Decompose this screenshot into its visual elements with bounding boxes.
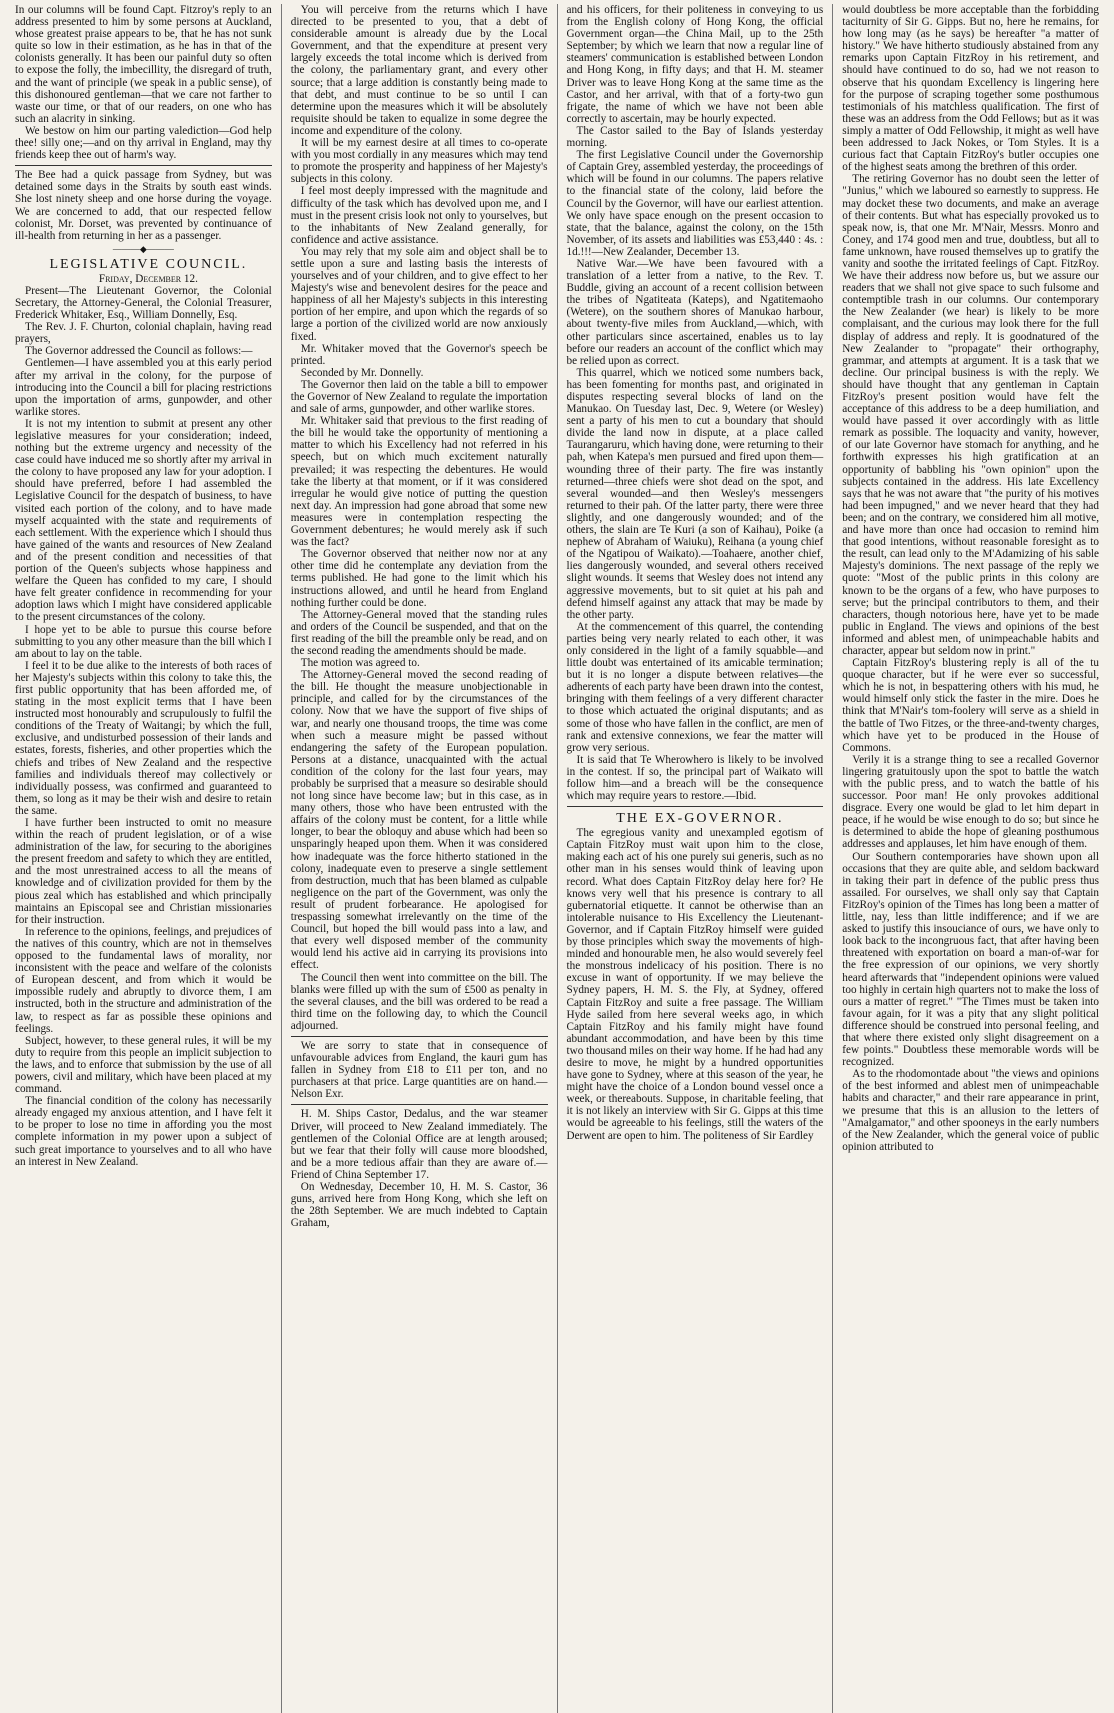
paragraph: Present—The Lieutenant Governor, the Colonial Secretary, the Attorney-General, the Colonial Treasurer, Frederick Whitaker, Esq., William Donnelly, Esq.	[15, 284, 272, 322]
article-ships-castor: H. M. Ships Castor, Dedalus, and the war steamer Driver, will proceed to New Zealand immediately. The gentlemen of the Colonial Office are at length aroused; but we fear that their folly will cause more bloodshed, and be a more tedious affair than they are aware of.—Friend of China September 17.	[290, 1108, 548, 1181]
paragraph: The Governor addressed the Council as follows:—	[25, 345, 253, 358]
paragraph: Subject, however, to these general rules, it will be my duty to require from this people an implicit subjection to the laws, and to enforce that submission by the use of all powers, civil and military, which have been placed at my command.	[15, 1034, 272, 1096]
paragraph: It will be my earnest desire at all times to co-operate with you most cordially in any measures which may tend to promote the prosperity and happiness of her Majesty's subjects in this colony.	[290, 137, 548, 186]
column-2	[282, 4, 558, 1713]
paragraph: Mr. Whitaker moved that the Governor's speech be printed.	[290, 342, 548, 367]
divider	[15, 165, 272, 166]
dateline: Friday, December 12.	[98, 272, 198, 285]
paragraph: Mr. Whitaker said that previous to the first reading of the bill he would take the opportunity of mentioning a matter to which his Excellency had not referred in his speech, but on which much excitement naturally prevailed; it was respecting the debentures. He would take the liberty at that moment, or if it was considered irregular he would give notice of putting the question next day. An impression had gone abroad that some new measures were in contemplation respecting the Government debentures; he would merely ask if such was the fact?	[290, 415, 548, 549]
paragraph: You may rely that my sole aim and object shall be to settle upon a sure and lasting basis the interests of yourselves and of your children, and to give effect to her Majesty's wise and benevolent desires for the peace and happiness of all her Majesty's subjects in this interesting portion of her empire, and upon which the regards of so large a portion of the civilized world are now anxiously fixed.	[290, 245, 548, 343]
paragraph: The Castor sailed to the Bay of Islands yesterday morning.	[566, 124, 824, 150]
paragraph: The Governor observed that neither now nor at any other time did he contemplate any deviation from the terms published. He had gone to the limit which his instructions allowed, and until he heard from England nothing further could be done.	[290, 548, 548, 609]
ornament-divider: ———◆———	[112, 243, 174, 254]
paragraph: The retiring Governor has no doubt seen the letter of "Junius," which we laboured so earnestly to suppress. He may docket these two documents, and make an average of their contents. But what has especially provoked us to speak now, is, that one Mr. M'Nair, Messrs. Monro and Coney, and 174 good men and true, doubtless, but all to fame unknown, have roused themselves up to gratify the vanity and soothe the irritated feelings of Capt. FitzRoy. We have their address now before us, but we assure our readers that we shall not give space to such fulsome and contemptible trash in our columns. Our contemporary the New Zealander (we hear) is likely to be more complaisant, and the curious may look there for the full display of address and reply. It is goodnatured of the New Zealander to "propagate" their orthography, grammar, and attempts at argument. It is a task that we decline. Our principal business is with the reply. We should have thought that any gentleman in Captain FitzRoy's present position would have felt the acceptance of this address to be a deep humiliation, and would have passed it over accordingly with as little remark as possible. The loquacity and vanity, however, of our late Governor have stomach for anything, and he forthwith expresses his high gratification at an opportunity of babbling his "own opinion" upon the subjects contained in the address. His late Excellency says that he was not aware that "the purity of his motives had been impugned," and we never heard that they had been; and on the contrary, we considered him all motive, and have more than once had occasion to remind him that good intentions, without reasonable foresight as to the result, can lead only to the M'Adamizing of his sable Majesty's dominions. The next passage of the reply we quote: "Most of the public prints in this colony are known to be the organs of a few, who have purposes to serve; but the principal contributors to them, and their characters, though notorious here, have yet to be made public in England. The views and opinions of the best informed and ablest men, of unimpeachable habits and character, appear but seldom now in print."	[842, 173, 1099, 657]
paragraph: I feel it to be due alike to the interests of both races of her Majesty's subjects within this colony to take this, the first public opportunity that has been afforded me, of stating in the most explicit terms that I have been instructed most honourably and scrupulously to fulfil the conditions of the Treaty of Waitangi; by which the full, exclusive, and undisturbed possession of their lands and estates, forests, fisheries, and other properties which the chiefs and tribes of New Zealand and the respective families and individuals thereof may collectively or individually possess, was confirmed and guaranteed to them, so long as it may be their wish and desire to retain the same.	[15, 659, 272, 817]
paragraph: I feel most deeply impressed with the magnitude and difficulty of the task which has devolved upon me, and I must in the present crisis look not only to yourselves, but to the inhabitants of New Zealand generally, for confidence and active assistance.	[290, 185, 548, 246]
heading-ex-governor: THE EX-GOVERNOR.	[616, 811, 784, 827]
divider	[291, 1104, 548, 1105]
paragraph: and his officers, for their politeness in conveying to us from the English colony of Hong Kong, the official Government organ—the China Mail, up to the 25th September; by which we learn that now a regular line of steamers' communication is established between London and Hong Kong, in fifty days; and that H. M. steamer Driver was to leave Hong Kong at the same time as the Castor, and her arrival, with that of a forty-two gun frigate, the name of which we have not been able correctly to ascertain, may be hourly expected.	[566, 4, 824, 125]
paragraph: The Attorney-General moved the second reading of the bill. He thought the measure unobjectionable in principle, and called for by the circumstances of the colony. Now that we have the support of five ships of war, and nearly one thousand troops, the time was come when such a measure might be passed without endangering the safety of the European population. Persons at a distance, unacquainted with the actual condition of the colony for the last four years, may probably be surprised that a measure so desirable should not long since have become law; but in this case, as in many others, those who have been entrusted with the affairs of the colony must be content, for a little while longer, to bear the obloquy and abuse which had been so unsparingly heaped upon them. When it was considered how inadequate was the force hitherto stationed in the colony, inadequate even to preserve a single settlement from destruction, much that has been blamed as culpable negligence on the part of the Government, was only the result of prudent forbearance. He apologised for trespassing somewhat irrelevantly on the time of the Council, but hoped the bill would pass into a law, and that every well disposed member of the community would lend his active aid in carrying its provisions into effect.	[290, 669, 548, 972]
paragraph: Verily it is a strange thing to see a recalled Governor lingering gratuitously upon the spot to battle the watch with the public press, and to watch the battle of his successor. Poor man! He only provokes additional disgrace. Every one would be glad to let him depart in peace, if he would be wise enough to do so; but since he is determined to abide the hope of gleaning posthumous addresses and applauses, let him have enough of them.	[842, 753, 1099, 851]
paragraph: The Attorney-General moved that the standing rules and orders of the Council be suspended, and that on the first reading of the bill the preamble only be read, and on the second reading the amendments should be made.	[290, 608, 548, 657]
paragraph: At the commencement of this quarrel, the contending parties being very nearly related to each other, it was only considered in the light of a family squabble—and little doubt was entertained of its amicable termination; but it is no longer a dispute between relatives—the adherents of each party have been drawn into the contest, bringing with them feelings of a very different character to those which actuated the original disputants; and as some of those who have fallen in the conflict, are men of rank and extensive connexions, we fear the matter will grow very serious.	[566, 620, 824, 754]
paragraph: Captain FitzRoy's blustering reply is all of the tu quoque character, but if he were ever so successful, which he is not, in bespattering others with his mud, he would himself only stick the faster in the mire. Does he think that M'Nair's tom-foolery will serve as a shield in the battle of Two Fitzes, or the three-and-twenty charges, which have yet to be produced in the House of Commons.	[842, 657, 1099, 754]
column-1	[6, 4, 282, 1713]
paragraph: would doubtless be more acceptable than the forbidding taciturnity of Sir G. Gipps. But no, here he remains, for how long may (as he says) be hereafter "a matter of history." We have hitherto studiously abstained from any remarks upon Captain FitzRoy in his retirement, and should have continued to do so, had we not reason to observe that his quondam Excellency is lingering here for the purpose of scraping together some posthumous testimonials of his matchless qualification. The first of these was an address from the Odd Fellows; but as it was simply a matter of Odd Fellowship, it might as well have been addressed to Jack Nokes, or Tom Styles. It is a curious fact that Captain FitzRoy's butler occupies one of the highest seats among the brethren of this order.	[842, 4, 1099, 174]
article-kauri-gum: We are sorry to state that in consequence of unfavourable advices from England, the kauri gum has fallen in Sydney from £18 to £11 per ton, and no purchasers at that price. Large quantities are on hand.—Nelson Exr.	[290, 1039, 548, 1101]
column-4	[833, 4, 1108, 1713]
article-fitzroy-reply: In our columns will be found Capt. Fitzroy's reply to an address presented to him by some persons at Auckland, whose greatest praise appears to be, that he has not sunk quite so low in their estimation, as he has in that of the colonists generally. It has been our painful duty so often to expose the folly, the imbecillity, the disregard of truth, and the want of principle (we speak in a public sense), of this dishonoured gentleman—that we care not farther to waste our time, or that of our readers, on one who has such an alacrity in sinking.	[15, 4, 272, 125]
paragraph: I have further been instructed to omit no measure within the reach of prudent legislation, or of a wise administration of the law, for securing to the aborigines the present freedom and safety to which they are entitled, and the most unrestrained access to all the means of knowledge and of civilization provided for them by the pious zeal which has established and which principally maintains an Episcopal see and Christian missionaries for their instruction.	[15, 817, 272, 926]
paragraph: In reference to the opinions, feelings, and prejudices of the natives of this country, which are not in themselves opposed to the fundamental laws of morality, nor inconsistent with the peace and welfare of the colonists of European descent, and from which it would be impossible rudely and abruptly to divorce them, I am instructed, both in the structure and administration of the law, to respect as far as possible these opinions and feelings.	[15, 925, 272, 1035]
article-valediction: We bestow on him our parting valediction—God help thee! silly one;—and on thy arrival in England, may thy friends keep thee out of harm's way.	[15, 124, 272, 162]
paragraph: The motion was agreed to.	[300, 657, 420, 670]
paragraph: The financial condition of the colony has necessarily already engaged my anxious attention, and I have felt it to be proper to lose no time in affording you the most complete information in my power upon a subject of such great importance to yourselves and to all who have an interest in New Zealand.	[15, 1095, 272, 1168]
paragraph: Seconded by Mr. Donnelly.	[300, 366, 424, 379]
paragraph: The Governor then laid on the table a bill to empower the Governor of New Zealand to regulate the importation and sale of arms, gunpowder, and other warlike stores.	[290, 378, 548, 416]
divider	[567, 806, 824, 807]
article-bee-passage: The Bee had a quick passage from Sydney, but was detained some days in the Straits by south east winds. She lost ninety sheep and one horse during the voyage. We are concerned to add, that our respected fellow colonist, Mr. Dorset, was prevented by continuance of ill-health from returning in her as a passenger.	[15, 169, 272, 242]
column-3	[558, 4, 834, 1713]
paragraph: The Council then went into committee on the bill. The blanks were filled up with the sum of £500 as penalty in the several clauses, and the bill was ordered to be read a third time on the following day, to which the Council adjourned.	[290, 971, 548, 1032]
divider	[291, 1036, 548, 1037]
paragraph: This quarrel, which we noticed some numbers back, has been fomenting for months past, and originated in disputes respecting several blocks of land on the Manukao. On Tuesday last, Dec. 9, Wetere (or Wesley) sent a party of his men to cut a boundary that should divide the land now in dispute, at a place called Taurangaruru, which having done, were returning to their pah, when Katepa's men pursued and fired upon them—wounding three of their party. The fire was instantly returned—three chiefs were shot dead on the spot, and several wounded—and then Wesley's messengers returned to their pah. Of the latter party, there were three slightly, and one dangerously wounded; and of the others, the slain are Te Kuri (a son of Kaihau), Poike (a nephew of Abraham of Waiuku), Reihana (a young chief of the Ngatipou of Waikato).—Toahaere, another chief, lies dangerously wounded, and several others received slight wounds. It seems that Wesley does not intend any aggressive movements, but to sit quiet at his pah and defend himself against any attack that may be made by the other party.	[566, 366, 824, 621]
paragraph: The first Legislative Council under the Governorship of Captain Grey, assembled yesterday, the proceedings of which will be found in our columns. The papers relative to the financial state of the colony, laid before the Council by the Governor, will have our earliest attention. We only have space enough on the present occasion to state, that the balance, against the colony, on the 15th November, of its assets and liabilities was £53,440 : 4s. : 1d.!!!—New Zealander, December 13.	[566, 149, 824, 258]
paragraph: It is not my intention to submit at present any other legislative measures for your consideration; indeed, nothing but the extreme urgency and necessity of the case could have induced me so shortly after my arrival in the colony to have proposed any law for your adoption. I should have preferred, before I had assembled the Legislative Council for the despatch of business, to have visited each portion of the colony, and to have made myself acquainted with the state and requirements of each settlement. With the experience which I should thus have gained of the wants and resources of New Zealand and of the present condition and necessities of that portion of the Queen's subjects whose happiness and welfare the Queen has confided to my care, I should have felt greater confidence in recommending for your adoption laws which I might have considered applicable to the present circumstances of the colony.	[15, 417, 272, 624]
paragraph: It is said that Te Wherowhero is likely to be involved in the contest. If so, the principal part of Waikato will follow him—and a breach will be the consequence which may require years to restore.—Ibid.	[566, 753, 824, 803]
article-castor-arrival: On Wednesday, December 10, H. M. S. Castor, 36 guns, arrived here from Hong Kong, which she left on the 28th September. We are much indebted to Captain Graham,	[290, 1181, 548, 1230]
article-native-war: Native War.—We have been favoured with a translation of a letter from a native, to the Rev. T. Buddle, giving an account of a recent collision between the tribes of Ngatiteata (Kateps), and Ngatitemaoho (Wetere), on the southern shores of Manukao harbour, about twenty-five miles from Auckland,—which, with other particulars since ascertained, enables us to lay before our readers an account of the conflict which may be relied upon as correct.	[566, 257, 824, 367]
paragraph: I hope yet to be able to pursue this course before submitting to you any other measure than the bill which I am about to lay on the table.	[15, 623, 272, 660]
heading-legislative-council: LEGISLATIVE COUNCIL.	[49, 256, 248, 272]
paragraph: Gentlemen—I have assembled you at this early period after my arrival in the colony, for the purpose of introducing into the Council a bill for placing restrictions upon the importation of arms, gunpowder, and other warlike stores.	[15, 357, 272, 418]
paragraph: The egregious vanity and unexampled egotism of Captain FitzRoy must wait upon him to the close, making each act of his one purely sui generis, such as no other man in his senses would think of leaving upon record. What does Captain FitzRoy delay here for? He knows very well that his presence is contrary to all gubernatorial etiquette. It cannot be otherwise than an intolerable nuisance to His Excellency the Lieutenant-Governor, and if Captain FitzRoy himself were guided by those principles which sway the movements of high-minded and honourable men, he also would severely feel the monstrous indelicacy of his position. There is no excuse in want of opportunity. If we may believe the Sydney papers, H. M. S. the Fly, at Sydney, offered Captain FitzRoy and suite a free passage. The William Hyde sailed from here several weeks ago, in which Captain FitzRoy and his family might have found abundant accommodation, and have been by this time two thousand miles on their way home. If he had had any desire to move, he might by a hundred opportunities have gone to Sydney, where at this season of the year, he might have the choice of a London bound vessel once a week, or thereabouts. Suppose, in charitable feeling, that it is not likely an interview with Sir G. Gipps at this time would be agreeable to his feelings, still the waters of the Derwent are open to him. The politeness of Sir Eardley	[566, 827, 824, 1142]
paragraph: The Rev. J. F. Churton, colonial chaplain, having read prayers,	[15, 321, 272, 346]
paragraph: As to the rhodomontade about "the views and opinions of the best informed and ablest men of unimpeachable habits and character," and their rare appearance in print, we presume that this is an allusion to the letters of "Amalgamator," and other spooneys in the early numbers of the New Zealander, which the general voice of public opinion attributed to	[842, 1068, 1099, 1153]
paragraph: Our Southern contemporaries have shown upon all occasions that they are quite able, and seldom backward in taking their part in defence of the public press thus assailed. For ourselves, we shall only say that Captain FitzRoy's opinion of the Times has long been a matter of little, nay, less than little indifference; and if we are asked to justify this insouciance of ours, we have only to look back to the incongruous fact, that after having been threatened with exportation on board a man-of-war for the free expression of our opinions, we very shortly heard afterwards that "independent opinions were valued too highly in certain high quarters not to make the loss of ours a matter of regret." "The Times must be taken into favour again, for it was a pity that any slight political difference should be construed into personal feeling, and that where there existed only slight disagreement on a few points." Doubtless these memorable words will be recognized.	[842, 850, 1099, 1069]
paragraph: You will perceive from the returns which I have directed to be presented to you, that a debt of considerable amount is already due by the Local Government, and that the expenditure at present very largely exceeds the total income which is derived from the colony, the parliamentary grant, and every other source; that a large addition is constantly being made to that debt, and must continue to be so until I can determine upon the measures which it will be absolutely requisite should be taken to equalize in some degree the income and expenditure of the colony.	[290, 4, 548, 137]
